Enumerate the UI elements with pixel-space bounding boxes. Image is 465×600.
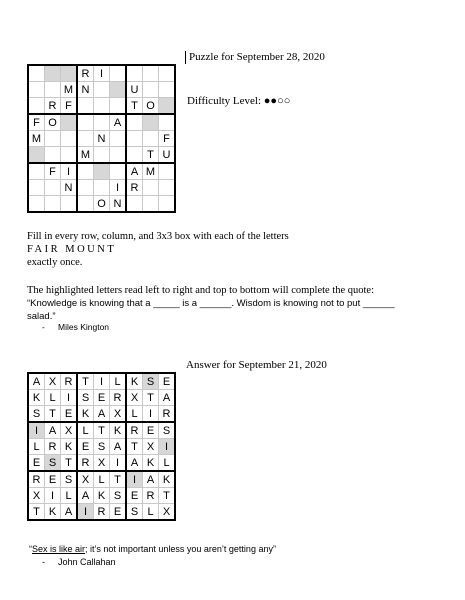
- grid-cell: I: [28, 422, 45, 439]
- quote-line: salad.”: [27, 311, 56, 322]
- grid-cell: L: [143, 504, 159, 521]
- grid-cell: [77, 196, 94, 213]
- grid-cell: A: [94, 406, 110, 423]
- grid-cell: [45, 131, 61, 147]
- grid-cell: S: [77, 390, 94, 406]
- grid-row: [28, 147, 175, 164]
- grid-cell: T: [143, 390, 159, 406]
- grid-cell: A: [159, 390, 176, 406]
- grid-cell: I: [143, 406, 159, 423]
- grid-cell: [28, 163, 45, 180]
- grid-cell: [61, 131, 78, 147]
- grid-cell: [143, 65, 159, 82]
- grid-cell: A: [110, 114, 127, 131]
- grid-cell: X: [77, 471, 94, 488]
- grid-cell: S: [126, 504, 143, 521]
- grid-cell: R: [159, 406, 176, 423]
- answer-header: Answer for September 21, 2020: [186, 359, 327, 371]
- grid-row: [28, 196, 175, 213]
- quote-underlined: Sex is like air: [32, 544, 86, 554]
- grid-row: [28, 98, 175, 115]
- grid-cell: A: [143, 471, 159, 488]
- grid-cell: I: [61, 390, 78, 406]
- bottom-quote: [29, 544, 276, 554]
- grid-cell: [126, 196, 143, 213]
- grid-cell: A: [126, 163, 143, 180]
- grid-cell: L: [45, 390, 61, 406]
- grid-cell: [45, 65, 61, 82]
- grid-cell: [28, 82, 45, 98]
- grid-cell: E: [126, 488, 143, 504]
- grid-cell: [28, 98, 45, 115]
- grid-cell: F: [159, 131, 176, 147]
- grid-cell: [159, 82, 176, 98]
- grid-row: [28, 406, 175, 423]
- grid-cell: S: [28, 406, 45, 423]
- grid-cell: M: [28, 131, 45, 147]
- attribution-dash: -: [42, 557, 45, 567]
- grid-cell: X: [143, 439, 159, 455]
- grid-cell: T: [126, 98, 143, 115]
- grid-cell: S: [159, 422, 176, 439]
- grid-cell: [126, 114, 143, 131]
- grid-cell: I: [110, 180, 127, 196]
- grid-cell: S: [143, 373, 159, 390]
- grid-row: [28, 163, 175, 180]
- grid-cell: T: [77, 373, 94, 390]
- grid-cell: [110, 82, 127, 98]
- grid-cell: E: [28, 455, 45, 472]
- quote-open: “: [29, 544, 32, 554]
- grid-cell: [77, 180, 94, 196]
- grid-cell: [94, 98, 110, 115]
- quote-line: “Knowledge is knowing that a _____ is a ______. Wisdom is knowing not to put ______: [27, 298, 395, 309]
- grid-cell: M: [77, 147, 94, 164]
- grid-cell: I: [77, 504, 94, 521]
- grid-cell: X: [28, 488, 45, 504]
- grid-cell: [77, 114, 94, 131]
- grid-cell: F: [45, 163, 61, 180]
- grid-cell: X: [110, 406, 127, 423]
- grid-cell: [28, 196, 45, 213]
- grid-cell: U: [159, 147, 176, 164]
- grid-cell: R: [45, 98, 61, 115]
- instructions: [27, 230, 437, 269]
- answer-grid: [27, 372, 176, 521]
- grid-cell: R: [143, 488, 159, 504]
- grid-cell: [94, 180, 110, 196]
- grid-cell: [77, 131, 94, 147]
- grid-cell: R: [61, 373, 78, 390]
- grid-row: [28, 504, 175, 521]
- bottom-attribution: [42, 557, 116, 567]
- grid-cell: [61, 65, 78, 82]
- grid-cell: M: [143, 163, 159, 180]
- grid-cell: [159, 65, 176, 82]
- grid-cell: [28, 65, 45, 82]
- grid-cell: R: [77, 455, 94, 472]
- instructions-line: exactly once.: [27, 257, 83, 268]
- grid-cell: N: [61, 180, 78, 196]
- grid-cell: [28, 147, 45, 164]
- grid-cell: L: [126, 406, 143, 423]
- grid-cell: I: [94, 373, 110, 390]
- grid-cell: S: [45, 455, 61, 472]
- grid-cell: R: [77, 65, 94, 82]
- grid-cell: X: [61, 422, 78, 439]
- grid-cell: T: [45, 406, 61, 423]
- grid-cell: [126, 131, 143, 147]
- grid-cell: [159, 114, 176, 131]
- grid-cell: [61, 147, 78, 164]
- puzzle-header: Puzzle for September 28, 2020: [185, 51, 325, 64]
- grid-cell: T: [159, 488, 176, 504]
- instructions-line: Fill in every row, column, and 3x3 box with each of the letters: [27, 231, 289, 242]
- grid-cell: F: [61, 98, 78, 115]
- quote-attribution: [42, 322, 109, 332]
- grid-cell: [77, 163, 94, 180]
- grid-cell: E: [110, 504, 127, 521]
- grid-cell: I: [45, 488, 61, 504]
- grid-cell: [143, 114, 159, 131]
- grid-cell: R: [45, 439, 61, 455]
- grid-row: [28, 65, 175, 82]
- grid-cell: [126, 147, 143, 164]
- grid-cell: E: [159, 373, 176, 390]
- grid-cell: L: [94, 471, 110, 488]
- grid-row: [28, 455, 175, 472]
- grid-cell: I: [61, 163, 78, 180]
- highlight-instruction: The highlighted letters read left to right and top to bottom will complete the quote:: [27, 285, 375, 296]
- grid-cell: A: [28, 373, 45, 390]
- grid-cell: O: [45, 114, 61, 131]
- grid-cell: R: [94, 504, 110, 521]
- grid-row: [28, 439, 175, 455]
- grid-cell: N: [94, 131, 110, 147]
- grid-cell: F: [28, 114, 45, 131]
- grid-cell: R: [28, 471, 45, 488]
- grid-cell: R: [110, 390, 127, 406]
- grid-cell: R: [126, 180, 143, 196]
- grid-row: [28, 82, 175, 98]
- grid-cell: A: [61, 504, 78, 521]
- grid-cell: L: [61, 488, 78, 504]
- grid-cell: M: [61, 82, 78, 98]
- grid-cell: [94, 163, 110, 180]
- grid-cell: K: [77, 406, 94, 423]
- grid-cell: I: [110, 455, 127, 472]
- puzzle-grid: [27, 64, 176, 213]
- difficulty-dots: ●●○○: [263, 95, 291, 107]
- grid-cell: T: [110, 471, 127, 488]
- grid-cell: L: [110, 373, 127, 390]
- grid-cell: X: [94, 455, 110, 472]
- attribution-dash: -: [42, 322, 45, 332]
- letters-line: FAIR MOUNT: [27, 244, 117, 255]
- grid-row: [28, 422, 175, 439]
- difficulty-label: Difficulty Level:: [187, 95, 262, 107]
- grid-cell: A: [126, 455, 143, 472]
- grid-cell: T: [94, 422, 110, 439]
- grid-cell: L: [77, 422, 94, 439]
- grid-cell: [45, 180, 61, 196]
- grid-cell: [110, 131, 127, 147]
- grid-cell: K: [28, 390, 45, 406]
- grid-cell: A: [45, 422, 61, 439]
- grid-cell: K: [61, 439, 78, 455]
- grid-row: [28, 373, 175, 390]
- attribution-name: John Callahan: [58, 557, 116, 567]
- grid-cell: [77, 98, 94, 115]
- grid-cell: [159, 196, 176, 213]
- grid-row: [28, 180, 175, 196]
- grid-cell: I: [126, 471, 143, 488]
- grid-cell: K: [159, 471, 176, 488]
- grid-cell: I: [94, 65, 110, 82]
- grid-cell: [143, 82, 159, 98]
- grid-cell: S: [110, 488, 127, 504]
- grid-cell: [45, 147, 61, 164]
- grid-cell: K: [94, 488, 110, 504]
- grid-row: [28, 390, 175, 406]
- grid-cell: T: [61, 455, 78, 472]
- grid-cell: O: [143, 98, 159, 115]
- attribution-name: Miles Kington: [58, 322, 110, 332]
- grid-cell: [110, 65, 127, 82]
- grid-cell: [126, 65, 143, 82]
- grid-cell: [143, 180, 159, 196]
- grid-cell: I: [159, 439, 176, 455]
- grid-cell: L: [28, 439, 45, 455]
- grid-cell: T: [28, 504, 45, 521]
- grid-cell: [61, 114, 78, 131]
- grid-cell: K: [45, 504, 61, 521]
- grid-cell: E: [94, 390, 110, 406]
- difficulty-level: [187, 95, 290, 107]
- grid-cell: X: [159, 504, 176, 521]
- grid-cell: E: [143, 422, 159, 439]
- grid-cell: [110, 98, 127, 115]
- quote-section: [27, 284, 437, 323]
- grid-cell: [94, 147, 110, 164]
- grid-row: [28, 131, 175, 147]
- grid-cell: S: [94, 439, 110, 455]
- grid-cell: T: [143, 147, 159, 164]
- grid-cell: K: [143, 455, 159, 472]
- grid-cell: [143, 196, 159, 213]
- grid-cell: R: [126, 422, 143, 439]
- grid-cell: X: [126, 390, 143, 406]
- grid-cell: [143, 131, 159, 147]
- grid-cell: T: [126, 439, 143, 455]
- grid-cell: L: [159, 455, 176, 472]
- grid-row: [28, 114, 175, 131]
- grid-cell: [94, 114, 110, 131]
- grid-cell: [94, 82, 110, 98]
- grid-cell: A: [77, 488, 94, 504]
- grid-cell: O: [94, 196, 110, 213]
- grid-row: [28, 488, 175, 504]
- grid-cell: [159, 180, 176, 196]
- grid-row: [28, 471, 175, 488]
- grid-cell: [159, 98, 176, 115]
- grid-cell: [159, 163, 176, 180]
- grid-cell: N: [110, 196, 127, 213]
- grid-cell: K: [110, 422, 127, 439]
- grid-cell: X: [45, 373, 61, 390]
- grid-cell: E: [77, 439, 94, 455]
- grid-cell: K: [126, 373, 143, 390]
- grid-cell: [61, 196, 78, 213]
- grid-cell: A: [110, 439, 127, 455]
- grid-cell: [45, 196, 61, 213]
- grid-cell: [110, 147, 127, 164]
- grid-cell: U: [126, 82, 143, 98]
- quote-rest: ; it’s not important unless you aren’t getting any”: [85, 544, 276, 554]
- grid-cell: [110, 163, 127, 180]
- grid-cell: E: [45, 471, 61, 488]
- grid-cell: S: [61, 471, 78, 488]
- grid-cell: [28, 180, 45, 196]
- grid-cell: N: [77, 82, 94, 98]
- grid-cell: E: [61, 406, 78, 423]
- grid-cell: [45, 82, 61, 98]
